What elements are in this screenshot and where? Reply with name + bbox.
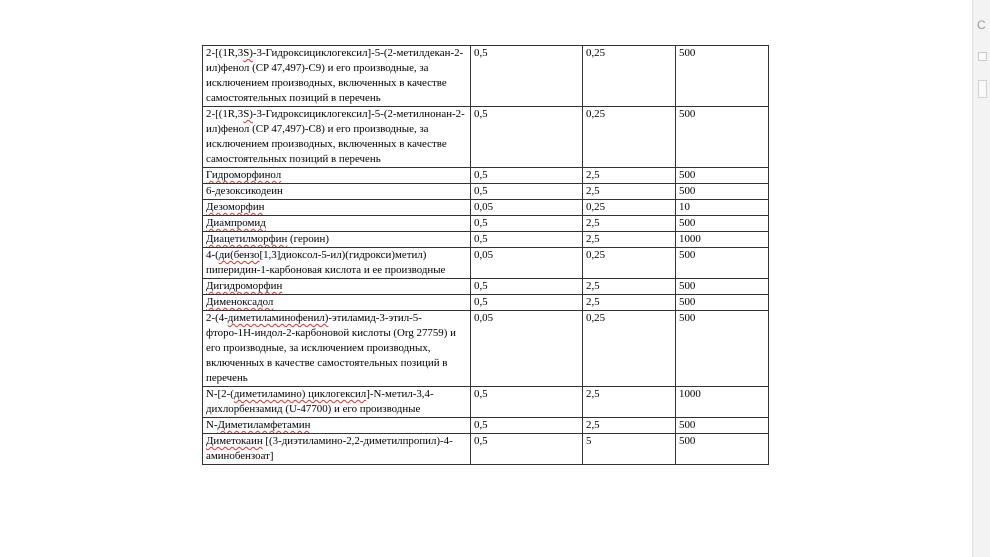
substance-text: 2-[(1R,3	[206, 108, 244, 120]
table-row	[203, 216, 769, 232]
value-cell: 0,25	[583, 46, 676, 107]
table-row	[203, 279, 769, 295]
substance-text: (героин)	[287, 233, 329, 245]
value-cell: 0,5	[471, 295, 583, 311]
value-cell: 2,5	[583, 295, 676, 311]
substance-text-marked: диметиламино) циклогексил	[233, 388, 367, 400]
substance-text-marked: Диметокаин	[206, 435, 263, 447]
substance-cell	[203, 107, 471, 168]
substance-text-marked: S)	[243, 108, 253, 120]
value-cell: 1000	[676, 232, 769, 248]
value-cell: 0,5	[471, 107, 583, 168]
substance-text: -3-Гидроксициклогексил]-5-(2-метилдекан-2-ил)фенол (CP 47,497)-C9) и его производные, за исключением производных, включенных в качестве самостоятельных позиций в перечень	[206, 47, 464, 104]
value-cell: 500	[676, 184, 769, 200]
scrollbar-thumb[interactable]	[978, 80, 987, 98]
table-row	[203, 418, 769, 434]
value-cell: 0,5	[471, 46, 583, 107]
substance-text: 6-дезоксикодеин	[206, 185, 283, 197]
substance-cell	[203, 311, 471, 387]
substance-text: [1,3]диоксол-5-ил)(гидрокси)метил) пиперидин-1-карбоновая кислота и ее производные	[206, 249, 446, 276]
value-cell: 2,5	[583, 232, 676, 248]
substance-cell	[203, 168, 471, 184]
substance-cell	[203, 295, 471, 311]
table-row	[203, 387, 769, 418]
table-row	[203, 184, 769, 200]
panel-toggle-icon[interactable]	[978, 52, 987, 61]
substance-cell	[203, 200, 471, 216]
value-cell: 0,5	[471, 168, 583, 184]
substance-text: N-	[206, 419, 218, 431]
value-cell: 2,5	[583, 184, 676, 200]
table-row	[203, 168, 769, 184]
right-scroll-strip[interactable]	[972, 0, 990, 557]
value-cell: 0,25	[583, 107, 676, 168]
substance-text-marked: Гидроморфинол	[206, 169, 282, 181]
substance-text-marked: Диампромид	[206, 217, 266, 229]
value-cell: 500	[676, 46, 769, 107]
substance-text: 2-[(1R,3	[206, 47, 244, 59]
value-cell: 2,5	[583, 216, 676, 232]
substance-cell	[203, 216, 471, 232]
substances-table	[202, 45, 769, 465]
value-cell: 0,05	[471, 248, 583, 279]
substance-cell	[203, 387, 471, 418]
substance-text-marked: Диацетилморфин	[206, 233, 288, 245]
table-row	[203, 311, 769, 387]
value-cell: 500	[676, 279, 769, 295]
value-cell: 0,5	[471, 279, 583, 295]
table-row	[203, 295, 769, 311]
value-cell: 0,05	[471, 200, 583, 216]
table-row	[203, 107, 769, 168]
value-cell: 2,5	[583, 168, 676, 184]
value-cell: 2,5	[583, 387, 676, 418]
substance-text: -3-Гидроксициклогексил]-5-(2-метилнонан-2-ил)фенол (CP 47,497)-C8) и его производные, за исключением производных, включенных в качестве самостоятельных позиций в перечень	[206, 108, 465, 165]
scroll-indicator-icon: C	[977, 18, 986, 32]
substance-cell	[203, 279, 471, 295]
substance-text-marked: Дезоморфин	[206, 201, 265, 213]
table-row	[203, 434, 769, 465]
table-row	[203, 46, 769, 107]
substance-cell	[203, 248, 471, 279]
value-cell: 0,5	[471, 387, 583, 418]
value-cell: 500	[676, 295, 769, 311]
substance-text-marked: диметиламинофенил)	[227, 312, 329, 324]
value-cell: 500	[676, 311, 769, 387]
value-cell: 500	[676, 418, 769, 434]
substance-cell	[203, 434, 471, 465]
substance-cell	[203, 46, 471, 107]
value-cell: 500	[676, 248, 769, 279]
value-cell: 0,5	[471, 418, 583, 434]
table-row	[203, 248, 769, 279]
value-cell: 2,5	[583, 279, 676, 295]
substance-text-marked: ди(бензо	[218, 249, 260, 261]
value-cell: 0,25	[583, 311, 676, 387]
table-row	[203, 200, 769, 216]
substance-text-marked: Диметиламфетамин	[217, 419, 311, 431]
value-cell: 1000	[676, 387, 769, 418]
substance-text: N-[2-(	[206, 388, 234, 400]
value-cell: 500	[676, 434, 769, 465]
substance-cell	[203, 232, 471, 248]
value-cell: 0,5	[471, 434, 583, 465]
substance-text-marked: Дименоксадол	[206, 296, 274, 308]
value-cell: 10	[676, 200, 769, 216]
value-cell: 0,25	[583, 200, 676, 216]
value-cell: 5	[583, 434, 676, 465]
substance-text-marked: Дигидроморфин	[206, 280, 283, 292]
substance-text: ]-N-метил-3,4-дихлорбензамид (U-47700) и его производные	[206, 388, 434, 415]
value-cell: 500	[676, 168, 769, 184]
value-cell: 0,25	[583, 248, 676, 279]
substance-text: -этиламид-3-этил-5-фторо-1H-индол-2-карбоновой кислоты (Org 27759) и его производные, за исключением производных, включенных в качестве самостоятельных позиций в перечень	[206, 312, 456, 384]
substance-text-marked: S)	[243, 47, 253, 59]
value-cell: 0,05	[471, 311, 583, 387]
value-cell: 2,5	[583, 418, 676, 434]
value-cell: 0,5	[471, 184, 583, 200]
substance-text: 4-(	[206, 249, 219, 261]
value-cell: 500	[676, 107, 769, 168]
substance-text: 2-(4-	[206, 312, 228, 324]
value-cell: 0,5	[471, 232, 583, 248]
substance-cell	[203, 184, 471, 200]
value-cell: 500	[676, 216, 769, 232]
table-row	[203, 232, 769, 248]
substance-text: [(3-диэтиламино-2,2-диметилпропил)-4-аминобензоат]	[206, 435, 453, 462]
value-cell: 0,5	[471, 216, 583, 232]
substance-cell	[203, 418, 471, 434]
